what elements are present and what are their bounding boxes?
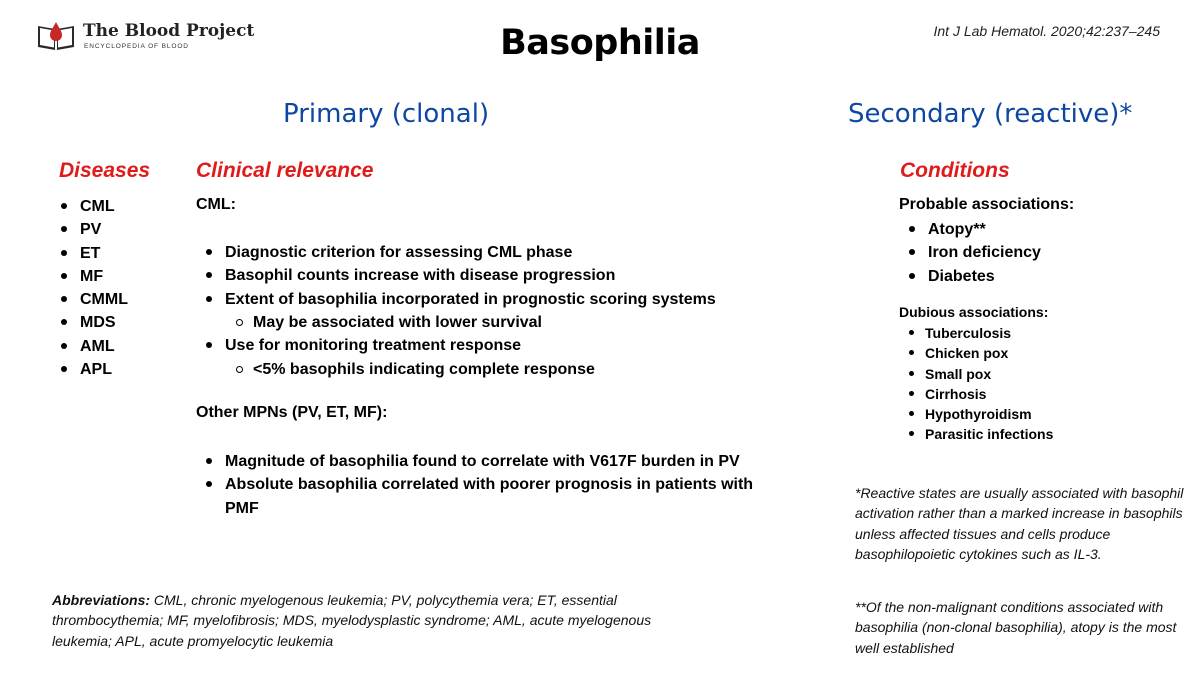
logo-subtitle: ENCYCLOPEDIA OF BLOOD [84,43,189,50]
page-title: Basophilia [500,23,700,63]
list-item: Diabetes [906,265,1041,288]
cml-label: CML: [196,196,236,213]
list-item: PV [58,218,128,241]
dubious-associations-list [907,323,1053,445]
dubious-associations-label: Dubious associations: [899,304,1049,320]
list-item: Iron deficiency [906,241,1041,264]
list-item: MF [58,265,128,288]
mpn-label: Other MPNs (PV, ET, MF): [196,404,388,421]
list-item: MDS [58,311,128,334]
citation: Int J Lab Hematol. 2020;42:237–245 [933,23,1160,39]
abbreviations-label: Abbreviations: [52,592,151,608]
list-item: Tuberculosis [907,323,1053,343]
list-item: May be associated with lower survival [235,311,542,334]
secondary-heading: Secondary (reactive)* [848,99,1133,129]
cml-sublist [235,311,542,334]
conditions-heading: Conditions [900,159,1010,182]
probable-associations-list [906,218,1041,288]
list-item: Parasitic infections [907,424,1053,444]
logo [35,20,265,54]
list-item: <5% basophils indicating complete response [235,358,595,381]
list-item: Use for monitoring treatment response [203,334,521,357]
list-item: Small pox [907,364,1053,384]
list-item: CMML [58,288,128,311]
cml-points-list [203,241,716,311]
cml-sublist [235,358,595,381]
mpn-points-list [203,450,763,520]
abbreviations-text: CML, chronic myelogenous leukemia; PV, polycythemia vera; ET, essential thrombocythemia; MF, myelofibrosis; MDS, myelodysplastic syndrome; AML, acute myelogenous leukemia; APL, acute promyelocytic leukemia [52,592,652,649]
atopy-footnote: **Of the non-malignant conditions associated with basophilia (non-clonal basophilia), atopy is the most well established [855,599,1177,656]
list-item: Basophil counts increase with disease progression [203,264,716,287]
list-item: ET [58,242,128,265]
list-item: Magnitude of basophilia found to correlate with V617F burden in PV [203,450,763,473]
clinical-relevance-heading: Clinical relevance [196,159,374,182]
list-item: CML [58,195,128,218]
cml-points-list [203,334,521,357]
logo-title: The Blood Project [83,21,255,41]
diseases-heading: Diseases [59,159,151,182]
list-item: Hypothyroidism [907,404,1053,424]
list-item: Atopy** [906,218,1041,241]
list-item: Diagnostic criterion for assessing CML phase [203,241,716,264]
primary-heading: Primary (clonal) [283,99,490,129]
probable-associations-label: Probable associations: [899,196,1075,213]
list-item: Extent of basophilia incorporated in prognostic scoring systems [203,288,716,311]
list-item: Chicken pox [907,343,1053,363]
diseases-list [58,195,128,381]
abbreviations [52,590,692,651]
list-item: APL [58,358,128,381]
book-drop-icon [35,20,77,52]
list-item: Cirrhosis [907,384,1053,404]
list-item: AML [58,335,128,358]
list-item: Absolute basophilia correlated with poorer prognosis in patients with PMF [203,473,763,520]
reactive-footnote: *Reactive states are usually associated with basophil activation rather than a marked increase in basophils unless affected tissues and cells produce basophilopoietic cytokines such as IL-3. [855,485,1184,562]
